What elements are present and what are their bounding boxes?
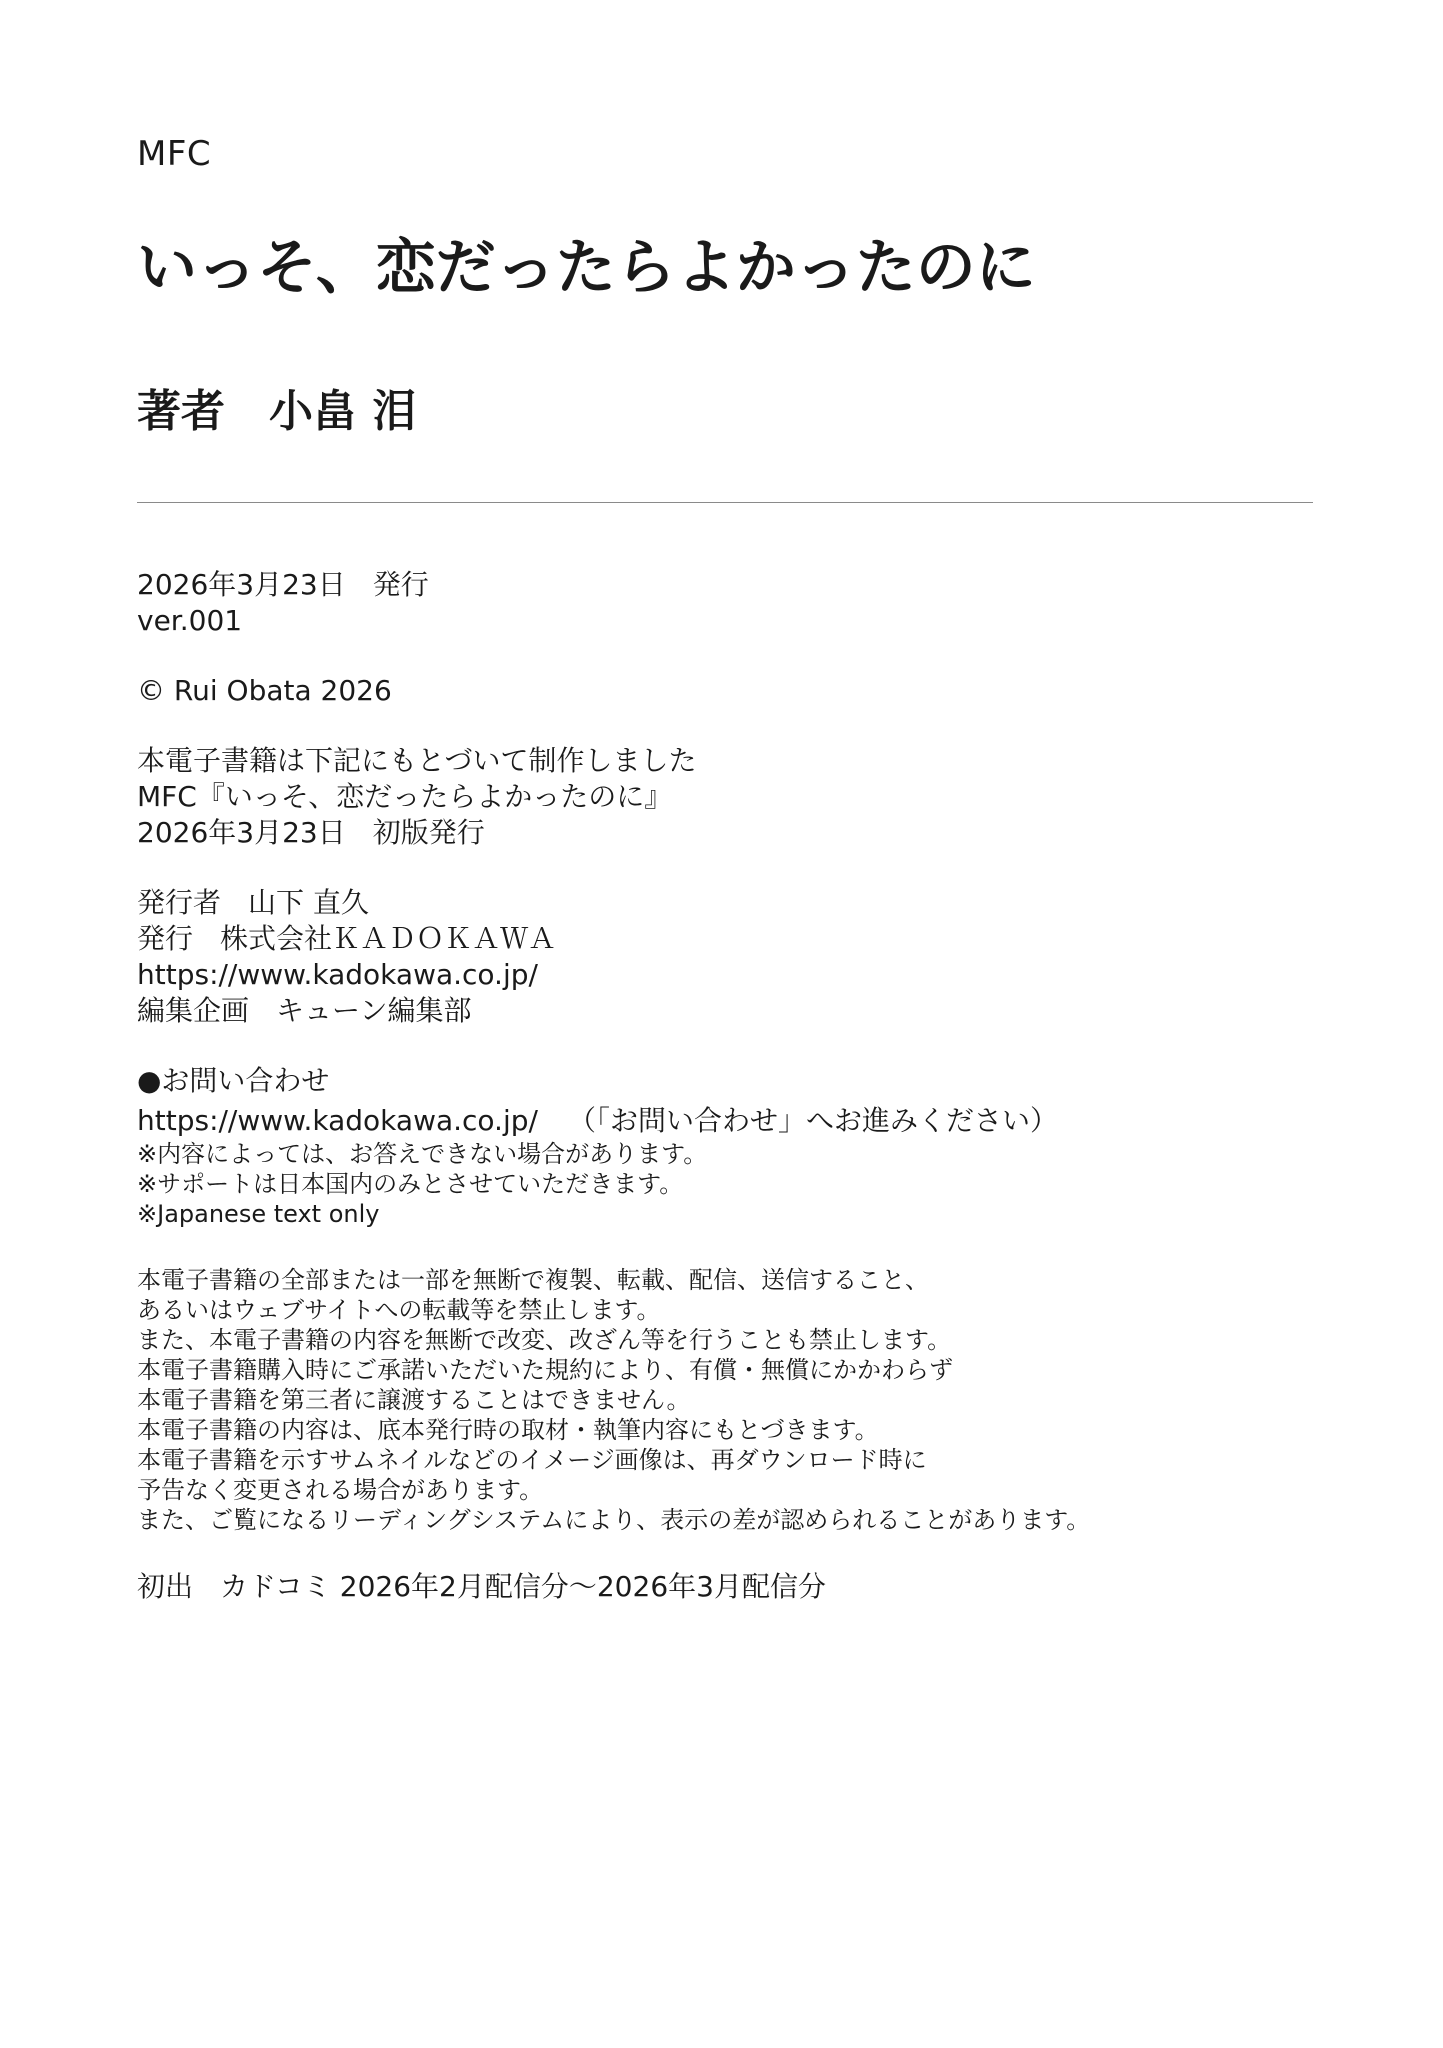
publisher-label: 発行者	[137, 886, 222, 919]
inquiry-heading: ●お問い合わせ	[137, 1064, 330, 1097]
divider	[137, 502, 1313, 503]
inquiry-note: ※サポートは日本国内のみとさせていただきます。	[137, 1170, 684, 1198]
author-line	[137, 384, 416, 440]
imprint-label: MFC	[137, 134, 212, 174]
issuer-line	[137, 921, 1313, 957]
legal-line: 本電子書籍の全部または一部を無断で複製、転載、配信、送信すること、	[137, 1266, 929, 1294]
source-date-suffix: 初版発行	[372, 816, 485, 849]
issuer-label: 発行	[137, 922, 194, 955]
version: ver.001	[137, 604, 243, 637]
legal-line: 本電子書籍を示すサムネイルなどのイメージ画像は、再ダウンロード時に	[137, 1446, 927, 1474]
issuer-company: 株式会社ＫＡＤＯＫＡＷＡ	[220, 922, 557, 955]
inquiry-url-line	[137, 1103, 1313, 1139]
publisher-url: https://www.kadokawa.co.jp/	[137, 958, 538, 991]
publisher-line	[137, 885, 1313, 921]
first-appearance-label: 初出	[137, 1570, 194, 1603]
copyright: © Rui Obata 2026	[137, 674, 392, 707]
source-date: 2026年3月23日	[137, 816, 346, 849]
inquiry-note: ※内容によっては、お答えできない場合があります。	[137, 1140, 708, 1168]
legal-line: 本電子書籍購入時にご承諾いただいた規約により、有償・無償にかかわらず	[137, 1356, 953, 1384]
legal-line: 予告なく変更される場合があります。	[137, 1476, 544, 1504]
publication-block	[137, 567, 1313, 709]
inquiry-block	[137, 1063, 1313, 1229]
editing-name: キューン編集部	[276, 994, 472, 1027]
inquiry-url: https://www.kadokawa.co.jp/	[137, 1104, 538, 1137]
source-line-1: 本電子書籍は下記にもとづいて制作しました	[137, 744, 697, 777]
publisher-name: 山下 直久	[248, 886, 369, 919]
book-title: いっそ、恋だったらよかったのに	[137, 233, 1036, 303]
legal-line: また、本電子書籍の内容を無断で改変、改ざん等を行うことも禁止します。	[137, 1326, 952, 1354]
editing-label: 編集企画	[137, 994, 250, 1027]
first-appearance-block	[137, 1569, 1313, 1605]
publication-date-line	[137, 567, 1313, 603]
publication-date-suffix: 発行	[372, 568, 429, 601]
legal-block	[137, 1265, 1313, 1535]
author-name: 小畠 泪	[269, 386, 417, 437]
publisher-block	[137, 885, 1313, 1029]
editing-line	[137, 993, 1313, 1029]
source-block	[137, 743, 1313, 851]
first-appearance-line	[137, 1569, 1313, 1605]
legal-line: あるいはウェブサイトへの転載等を禁止します。	[137, 1296, 661, 1324]
publication-date: 2026年3月23日	[137, 568, 346, 601]
source-line-3	[137, 815, 1313, 851]
legal-line: また、ご覧になるリーディングシステムにより、表示の差が認められることがあります。	[137, 1506, 1091, 1534]
inquiry-url-note: （「お問い合わせ」へお進みください）	[567, 1104, 1058, 1137]
author-label: 著者	[137, 386, 225, 437]
colophon-body	[137, 567, 1313, 1605]
inquiry-note: ※Japanese text only	[137, 1200, 380, 1228]
legal-line: 本電子書籍を第三者に譲渡することはできません。	[137, 1386, 691, 1414]
legal-line: 本電子書籍の内容は、底本発行時の取材・執筆内容にもとづきます。	[137, 1416, 879, 1444]
source-line-2: MFC『いっそ、恋だったらよかったのに』	[137, 780, 673, 813]
first-appearance-text: カドコミ 2026年2月配信分～2026年3月配信分	[220, 1570, 826, 1603]
